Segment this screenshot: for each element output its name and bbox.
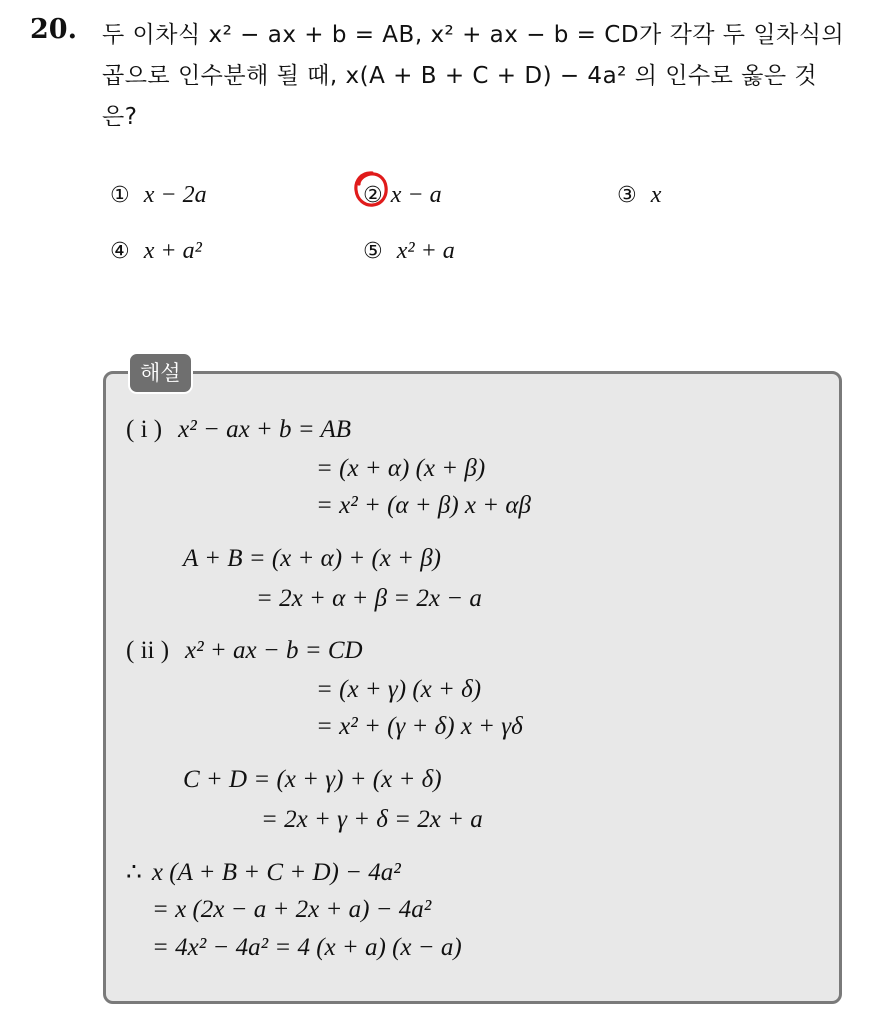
solution-expr-5: = 2x + α + β = 2x − a (256, 585, 482, 612)
choice-3-expr: x (650, 182, 662, 208)
choice-3-mark: ③ (617, 183, 637, 208)
solution-expr-9: C + D = (x + γ) + (x + δ) (183, 766, 442, 793)
solution-expr-4: A + B = (x + α) + (x + β) (183, 545, 442, 572)
part-ii-label: ( ii ) (126, 637, 170, 664)
solution-expr-13: = 4x² − 4a² = 4 (x + a) (x − a) (152, 934, 462, 961)
choice-1-expr: x − 2a (143, 182, 207, 208)
solution-expr-11: x (A + B + C + D) − 4a² (151, 859, 401, 886)
solution-expr-8: = x² + (γ + δ) x + γδ (316, 713, 523, 740)
solution-line-2 (316, 455, 485, 483)
choice-5[interactable] (363, 238, 455, 265)
choice-3[interactable] (617, 182, 661, 209)
solution-line-3 (316, 492, 531, 520)
solution-line-4 (183, 545, 441, 573)
solution-line-5 (256, 585, 482, 613)
part-i-label: ( i ) (126, 416, 163, 443)
solution-expr-3: = x² + (α + β) x + αβ (316, 492, 531, 519)
choice-4-mark: ④ (110, 239, 130, 264)
solution-expr-2: = (x + α) (x + β) (316, 455, 486, 482)
question-text-line-3: 은? (102, 104, 138, 130)
answer-ring-icon (353, 170, 389, 208)
solution-line-12 (152, 896, 431, 924)
therefore-label: ∴ (126, 859, 142, 886)
solution-line-6 (126, 637, 363, 665)
choice-2-expr: x − a (390, 182, 442, 208)
solution-line-8 (316, 713, 523, 741)
choice-2-mark: ② (363, 183, 383, 208)
question-number: 20. (30, 14, 77, 45)
solution-expr-10: = 2x + γ + δ = 2x + a (261, 806, 483, 833)
solution-expr-12: = x (2x − a + 2x + a) − 4a² (152, 896, 432, 923)
solution-line-13 (152, 934, 462, 962)
solution-line-10 (261, 806, 483, 834)
choice-5-expr: x² + a (396, 238, 455, 264)
solution-badge: 해설 (128, 352, 193, 394)
choice-4-expr: x + a² (143, 238, 202, 264)
solution-line-11 (126, 857, 401, 887)
solution-expr-1: x² − ax + b = AB (178, 416, 351, 443)
choice-5-mark: ⑤ (363, 239, 383, 264)
solution-line-1 (126, 416, 351, 444)
question-text-line-1: 두 이차식 x² − ax + b = AB, x² + ax − b = CD가 각각 두 일차식의 (102, 22, 845, 48)
solution-expr-7: = (x + γ) (x + δ) (316, 676, 482, 703)
choice-1-mark: ① (110, 183, 130, 208)
choice-4[interactable] (110, 238, 202, 265)
solution-line-9 (183, 766, 442, 794)
solution-line-7 (316, 676, 481, 704)
choice-1[interactable] (110, 182, 207, 209)
question-text-line-2: 곱으로 인수분해 될 때, x(A + B + C + D) − 4a² 의 인수로 옳은 것 (102, 63, 818, 89)
solution-expr-6: x² + ax − b = CD (185, 637, 363, 664)
